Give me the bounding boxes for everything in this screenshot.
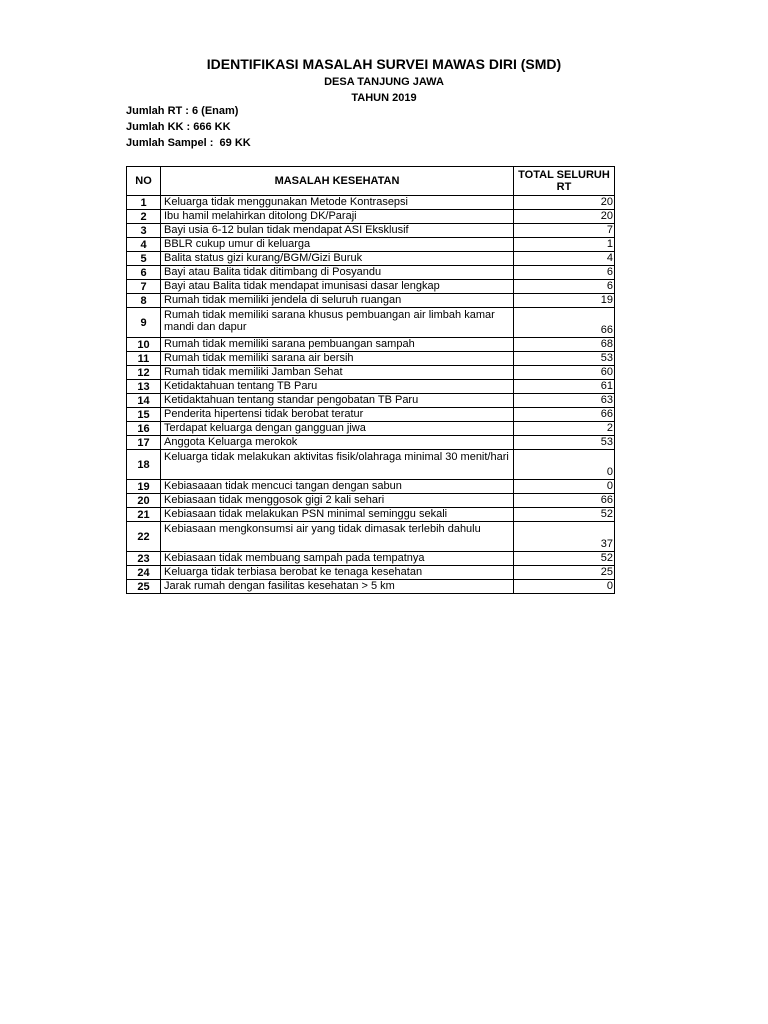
row-total: 7: [514, 224, 615, 238]
table-row: [127, 224, 615, 238]
table-row: [127, 280, 615, 294]
table-row: [127, 196, 615, 210]
table-row: [127, 380, 615, 394]
row-masalah: Rumah tidak memiliki sarana air bersih: [161, 352, 514, 366]
row-masalah: Jarak rumah dengan fasilitas kesehatan > 5 km: [161, 580, 514, 594]
table-row: [127, 566, 615, 580]
table-row: [127, 580, 615, 594]
row-masalah: Rumah tidak memiliki sarana khusus pembuangan air limbah kamar mandi dan dapur: [161, 308, 514, 338]
row-total: 4: [514, 252, 615, 266]
row-total: 20: [514, 210, 615, 224]
row-total: 19: [514, 294, 615, 308]
row-total: 66: [514, 308, 615, 338]
row-masalah: Rumah tidak memiliki jendela di seluruh ruangan: [161, 294, 514, 308]
row-number: 8: [127, 294, 161, 308]
table-row: [127, 252, 615, 266]
row-number: 14: [127, 394, 161, 408]
row-total: 63: [514, 394, 615, 408]
row-masalah: Bayi atau Balita tidak mendapat imunisasi dasar lengkap: [161, 280, 514, 294]
row-number: 20: [127, 494, 161, 508]
table-row: [127, 552, 615, 566]
row-number: 17: [127, 436, 161, 450]
row-total: 6: [514, 280, 615, 294]
row-number: 23: [127, 552, 161, 566]
row-number: 6: [127, 266, 161, 280]
row-total: 53: [514, 436, 615, 450]
table-row: [127, 238, 615, 252]
table-row: [127, 436, 615, 450]
row-number: 12: [127, 366, 161, 380]
row-total: 2: [514, 422, 615, 436]
table-header-row: [127, 167, 615, 196]
table-body: [127, 196, 615, 594]
row-number: 3: [127, 224, 161, 238]
row-total: 37: [514, 522, 615, 552]
row-total: 20: [514, 196, 615, 210]
row-total: 68: [514, 338, 615, 352]
table-row: [127, 408, 615, 422]
row-total: 1: [514, 238, 615, 252]
table-row: [127, 294, 615, 308]
table-row: [127, 480, 615, 494]
row-masalah: BBLR cukup umur di keluarga: [161, 238, 514, 252]
row-total: 66: [514, 494, 615, 508]
row-masalah: Ketidaktahuan tentang standar pengobatan TB Paru: [161, 394, 514, 408]
row-masalah: Rumah tidak memiliki Jamban Sehat: [161, 366, 514, 380]
row-total: 0: [514, 450, 615, 480]
table-row: [127, 210, 615, 224]
row-masalah: Anggota Keluarga merokok: [161, 436, 514, 450]
row-total: 52: [514, 508, 615, 522]
jumlah-rt-text: Jumlah RT : 6 (Enam): [126, 105, 239, 117]
row-number: 2: [127, 210, 161, 224]
table-row: [127, 422, 615, 436]
row-masalah: Ibu hamil melahirkan ditolong DK/Paraji: [161, 210, 514, 224]
row-masalah: Keluarga tidak terbiasa berobat ke tenaga kesehatan: [161, 566, 514, 580]
table-row: [127, 394, 615, 408]
row-total: 66: [514, 408, 615, 422]
row-number: 24: [127, 566, 161, 580]
table-row: [127, 450, 615, 480]
row-total: 53: [514, 352, 615, 366]
row-total: 0: [514, 580, 615, 594]
row-masalah: Rumah tidak memiliki sarana pembuangan sampah: [161, 338, 514, 352]
row-masalah: Keluarga tidak melakukan aktivitas fisik/olahraga minimal 30 menit/hari: [161, 450, 514, 480]
row-number: 4: [127, 238, 161, 252]
jumlah-kk-text: Jumlah KK : 666 KK: [126, 121, 231, 133]
row-number: 1: [127, 196, 161, 210]
row-number: 21: [127, 508, 161, 522]
row-number: 13: [127, 380, 161, 394]
row-masalah: Keluarga tidak menggunakan Metode Kontrasepsi: [161, 196, 514, 210]
row-number: 22: [127, 522, 161, 552]
row-masalah: Kebiasaan tidak menggosok gigi 2 kali sehari: [161, 494, 514, 508]
row-number: 11: [127, 352, 161, 366]
year-subtitle: TAHUN 2019: [351, 92, 417, 104]
row-number: 16: [127, 422, 161, 436]
row-total: 6: [514, 266, 615, 280]
row-number: 9: [127, 308, 161, 338]
row-masalah: Terdapat keluarga dengan gangguan jiwa: [161, 422, 514, 436]
row-number: 15: [127, 408, 161, 422]
table-row: [127, 508, 615, 522]
row-masalah: Kebiasaaan tidak mencuci tangan dengan sabun: [161, 480, 514, 494]
row-number: 19: [127, 480, 161, 494]
document-title: IDENTIFIKASI MASALAH SURVEI MAWAS DIRI (SMD): [206, 56, 562, 72]
row-total: 60: [514, 366, 615, 380]
column-header-total: TOTAL SELURUH RT: [514, 167, 615, 196]
row-masalah: Penderita hipertensi tidak berobat teratur: [161, 408, 514, 422]
village-subtitle: DESA TANJUNG JAWA: [324, 76, 444, 88]
row-number: 18: [127, 450, 161, 480]
row-total: 25: [514, 566, 615, 580]
row-number: 10: [127, 338, 161, 352]
health-problems-table: [126, 166, 615, 594]
row-masalah: Ketidaktahuan tentang TB Paru: [161, 380, 514, 394]
row-masalah: Bayi usia 6-12 bulan tidak mendapat ASI Eksklusif: [161, 224, 514, 238]
row-masalah: Bayi atau Balita tidak ditimbang di Posyandu: [161, 266, 514, 280]
row-total: 61: [514, 380, 615, 394]
row-number: 5: [127, 252, 161, 266]
column-header-no: NO: [127, 167, 161, 196]
table-row: [127, 308, 615, 338]
row-number: 7: [127, 280, 161, 294]
row-number: 25: [127, 580, 161, 594]
column-header-masalah: MASALAH KESEHATAN: [161, 167, 514, 196]
row-masalah: Balita status gizi kurang/BGM/Gizi Buruk: [161, 252, 514, 266]
table-row: [127, 494, 615, 508]
row-masalah: Kebiasaan mengkonsumsi air yang tidak dimasak terlebih dahulu: [161, 522, 514, 552]
table-row: [127, 522, 615, 552]
row-total: 0: [514, 480, 615, 494]
table-row: [127, 352, 615, 366]
table-row: [127, 366, 615, 380]
table-row: [127, 266, 615, 280]
row-total: 52: [514, 552, 615, 566]
row-masalah: Kebiasaan tidak membuang sampah pada tempatnya: [161, 552, 514, 566]
row-masalah: Kebiasaan tidak melakukan PSN minimal seminggu sekali: [161, 508, 514, 522]
table-row: [127, 338, 615, 352]
jumlah-sampel-text: Jumlah Sampel : 69 KK: [126, 137, 251, 149]
